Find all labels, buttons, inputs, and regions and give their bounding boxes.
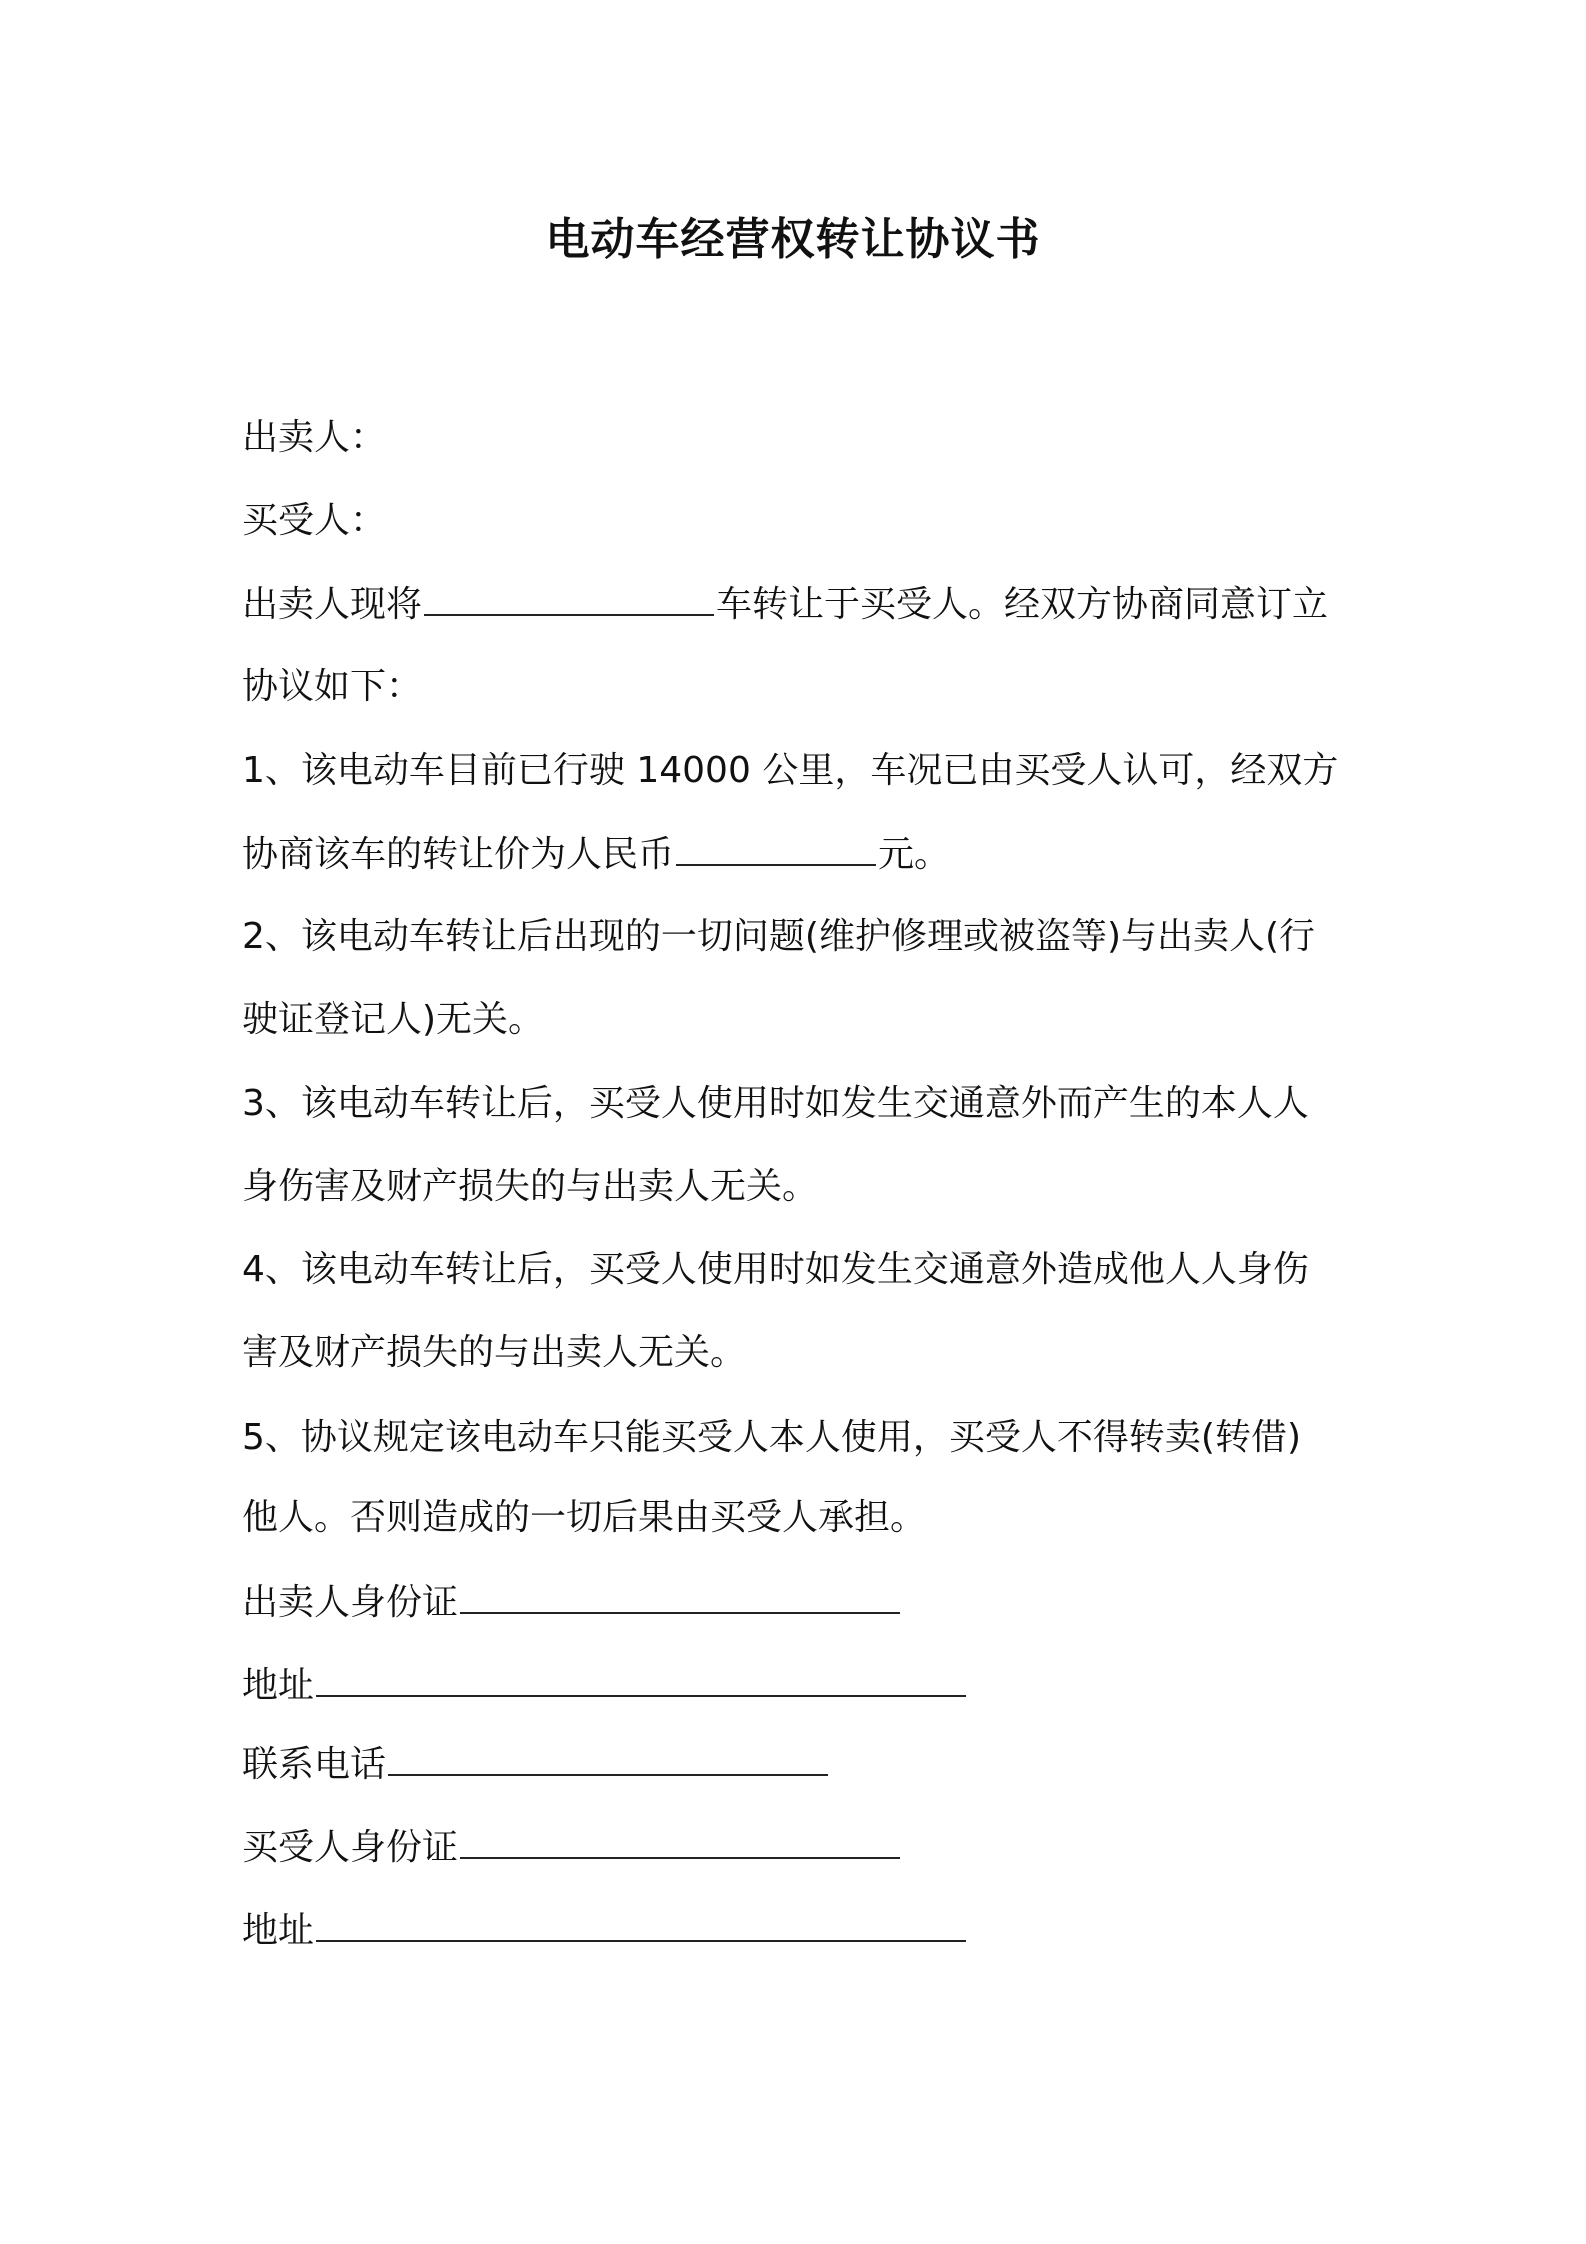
clause-1-line-1: 1、该电动车目前已行驶 14000 公里，车况已由买受人认可，经双方 [242,750,1339,791]
seller-address-line [242,1661,1362,1710]
intro-line-1 [242,580,1362,629]
clause-3-line-1: 3、该电动车转让后，买受人使用时如发生交通意外而产生的本人人 [242,1083,1309,1124]
buyer-id-blank [460,1823,900,1859]
clause-1-text-after: 元。 [878,834,951,875]
seller-phone-line [242,1740,1362,1789]
price-blank [676,830,876,866]
seller-id-line [242,1578,1362,1627]
clause-3-line-2: 身伤害及财产损失的与出卖人无关。 [242,1166,819,1207]
clause-5-line-1: 5、协议规定该电动车只能买受人本人使用，买受人不得转卖(转借) [242,1417,1301,1458]
buyer-id-line [242,1823,1362,1872]
clause-4-line-2: 害及财产损失的与出卖人无关。 [242,1332,747,1373]
seller-label: 出卖人： [242,417,387,458]
vehicle-blank [424,580,714,616]
clause-1-line-2 [242,830,1362,879]
intro-text-before: 出卖人现将 [242,584,423,625]
seller-phone-blank [388,1740,828,1776]
buyer-id-label: 买受人身份证 [242,1827,459,1868]
seller-id-label: 出卖人身份证 [242,1582,459,1623]
clause-1-text-before: 协商该车的转让价为人民币 [242,834,675,875]
seller-address-label: 地址 [242,1665,315,1706]
buyer-label: 买受人： [242,500,387,541]
intro-line-2: 协议如下： [242,666,423,707]
clause-2-line-2: 驶证登记人)无关。 [242,999,545,1040]
document-title: 电动车经营权转让协议书 [545,214,1041,265]
clause-4-line-1: 4、该电动车转让后，买受人使用时如发生交通意外造成他人人身伤 [242,1249,1309,1290]
seller-phone-label: 联系电话 [242,1744,387,1785]
intro-text-after: 车转让于买受人。经双方协商同意订立 [716,584,1329,625]
buyer-address-line [242,1906,1362,1955]
buyer-address-blank [316,1906,966,1942]
seller-address-blank [316,1661,966,1697]
clause-2-line-1: 2、该电动车转让后出现的一切问题(维护修理或被盗等)与出卖人(行 [242,916,1316,957]
seller-id-blank [460,1578,900,1614]
buyer-address-label: 地址 [242,1910,315,1951]
clause-5-line-2: 他人。否则造成的一切后果由买受人承担。 [242,1497,927,1538]
